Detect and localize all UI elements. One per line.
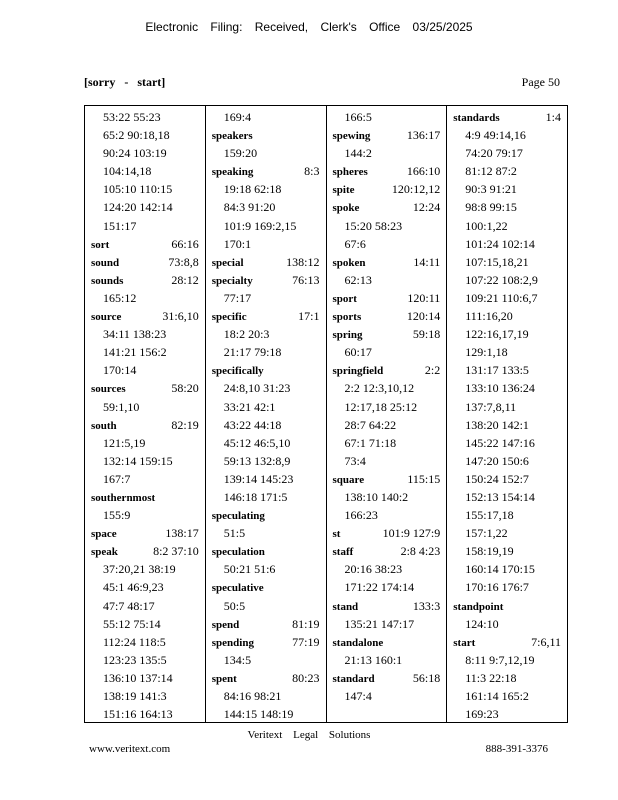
index-page-refs: 8:3 bbox=[304, 164, 320, 179]
index-entry bbox=[91, 271, 205, 289]
index-entry bbox=[212, 669, 326, 687]
index-continuation-line: 159:20 bbox=[223, 146, 258, 161]
index-continuation-line: 107:15,18,21 bbox=[465, 254, 529, 269]
index-term: special bbox=[211, 256, 244, 269]
index-entry bbox=[212, 307, 326, 325]
index-continuation-line: 131:17 133:5 bbox=[465, 363, 529, 378]
index-entry bbox=[212, 615, 326, 633]
index-entry bbox=[453, 633, 567, 651]
index-continuation-line: 45:1 46:9,23 bbox=[103, 580, 164, 595]
index-page-refs: 31:6,10 bbox=[162, 309, 199, 324]
index-term: standalone bbox=[332, 636, 384, 649]
index-column-3 bbox=[327, 106, 448, 722]
word-index-table bbox=[84, 105, 568, 723]
index-page-refs: 138:12 bbox=[286, 254, 320, 269]
index-entry bbox=[333, 198, 447, 216]
index-continuation-line: 145:22 147:16 bbox=[465, 435, 535, 450]
index-continuation-line: 12:17,18 25:12 bbox=[344, 399, 418, 414]
index-page-refs: 81:19 bbox=[292, 616, 320, 631]
index-continuation-line: 169:4 bbox=[223, 110, 252, 124]
index-term: speakers bbox=[211, 130, 253, 143]
index-continuation-line: 107:22 108:2,9 bbox=[465, 272, 538, 287]
index-term: st bbox=[332, 528, 341, 541]
index-continuation-line: 155:17,18 bbox=[465, 508, 514, 523]
index-term: spheres bbox=[332, 166, 368, 179]
index-continuation-line: 21:13 160:1 bbox=[344, 652, 403, 667]
footer-company: Veritext Legal Solutions bbox=[247, 729, 371, 741]
index-continuation-line: 141:21 156:2 bbox=[103, 345, 167, 360]
index-page-refs: 136:17 bbox=[406, 128, 441, 143]
index-term: speculative bbox=[211, 582, 264, 595]
index-page-refs: 115:15 bbox=[407, 471, 441, 486]
index-term: source bbox=[91, 311, 122, 324]
index-continuation-line: 160:14 170:15 bbox=[465, 562, 535, 577]
index-term: springfield bbox=[332, 365, 384, 378]
index-continuation-line: 98:8 99:15 bbox=[465, 200, 517, 215]
index-term: sources bbox=[91, 383, 126, 396]
index-entry bbox=[333, 307, 447, 325]
index-continuation-line: 150:24 152:7 bbox=[465, 471, 529, 486]
index-entry bbox=[212, 271, 326, 289]
index-continuation-line: 137:7,8,11 bbox=[465, 399, 517, 414]
index-continuation-line: 84:3 91:20 bbox=[223, 200, 276, 215]
index-continuation-line: 59:1,10 bbox=[103, 399, 140, 414]
index-continuation-line: 166:23 bbox=[344, 508, 378, 523]
index-term: spewing bbox=[332, 130, 371, 143]
index-page-refs: 12:24 bbox=[412, 200, 441, 215]
index-term: specific bbox=[211, 311, 247, 324]
index-continuation-line: 151:17 bbox=[103, 218, 137, 233]
index-page-refs: 66:16 bbox=[171, 236, 199, 251]
index-continuation-line: 55:12 75:14 bbox=[103, 616, 161, 631]
index-page-refs: 80:23 bbox=[292, 670, 320, 685]
index-continuation-line: 112:24 118:5 bbox=[103, 634, 166, 649]
index-page-refs: 8:2 37:10 bbox=[153, 544, 199, 559]
index-continuation-line: 100:1,22 bbox=[465, 218, 508, 233]
index-continuation-line: 171:22 174:14 bbox=[344, 580, 415, 595]
index-continuation-line: 157:1,22 bbox=[465, 526, 508, 541]
index-page-refs: 2:8 4:23 bbox=[400, 544, 441, 559]
index-continuation-line: 152:13 154:14 bbox=[465, 489, 535, 504]
index-entry bbox=[333, 597, 447, 615]
index-continuation-line: 24:8,10 31:23 bbox=[223, 381, 291, 396]
index-entry bbox=[91, 235, 205, 253]
index-column-1 bbox=[85, 106, 206, 722]
index-continuation-line: 122:16,17,19 bbox=[465, 327, 529, 342]
index-entry bbox=[212, 126, 326, 144]
index-entry bbox=[91, 542, 205, 560]
index-term: southernmost bbox=[91, 491, 156, 504]
index-continuation-line: 51:5 bbox=[223, 526, 246, 541]
index-page-refs: 166:10 bbox=[406, 164, 441, 179]
index-continuation-line: 50:5 bbox=[223, 598, 246, 613]
index-column-4 bbox=[447, 106, 567, 722]
index-continuation-line: 33:21 42:1 bbox=[223, 399, 276, 414]
index-continuation-line: 121:5,19 bbox=[103, 435, 146, 450]
index-continuation-line: 47:7 48:17 bbox=[103, 598, 155, 613]
index-page-refs: 59:18 bbox=[412, 327, 441, 342]
index-entry bbox=[91, 307, 205, 325]
index-page-refs: 73:8,8 bbox=[168, 254, 199, 269]
index-entry bbox=[333, 361, 447, 379]
index-continuation-line: 138:10 140:2 bbox=[344, 489, 409, 504]
index-term: space bbox=[91, 528, 117, 541]
index-continuation-line: 158:19,19 bbox=[465, 544, 514, 559]
index-entry bbox=[212, 253, 326, 271]
index-continuation-line: 124:10 bbox=[465, 616, 499, 631]
index-entry bbox=[453, 597, 567, 615]
index-entry bbox=[333, 126, 447, 144]
index-continuation-line: 21:17 79:18 bbox=[223, 345, 282, 360]
index-entry bbox=[333, 162, 447, 180]
index-page-refs: 120:14 bbox=[406, 309, 441, 324]
index-term: sound bbox=[91, 256, 120, 269]
index-continuation-line: 144:15 148:19 bbox=[223, 707, 294, 722]
index-page-refs: 2:2 bbox=[424, 363, 441, 378]
index-page-refs: 17:1 bbox=[298, 309, 320, 324]
index-entry bbox=[212, 506, 326, 524]
index-continuation-line: 134:5 bbox=[223, 652, 252, 667]
index-continuation-line: 73:4 bbox=[344, 453, 366, 468]
index-term: sport bbox=[332, 292, 357, 305]
index-entry bbox=[453, 108, 567, 126]
index-page-refs: 120:11 bbox=[407, 290, 441, 305]
index-page-refs: 14:11 bbox=[413, 254, 441, 269]
index-page-refs: 1:4 bbox=[545, 110, 561, 124]
index-continuation-line: 67:6 bbox=[344, 236, 366, 251]
index-continuation-line: 81:12 87:2 bbox=[465, 164, 517, 179]
index-continuation-line: 60:17 bbox=[344, 345, 372, 360]
index-entry bbox=[333, 470, 447, 488]
index-page-refs: 82:19 bbox=[171, 417, 199, 432]
index-term: standards bbox=[453, 112, 500, 124]
index-page-refs: 138:17 bbox=[165, 526, 199, 541]
index-continuation-line: 43:22 44:18 bbox=[223, 417, 282, 432]
index-continuation-line: 2:2 12:3,10,12 bbox=[344, 381, 415, 396]
index-continuation-line: 104:14,18 bbox=[103, 164, 152, 179]
footer-phone: 888-391-3376 bbox=[485, 743, 548, 755]
index-continuation-line: 45:12 46:5,10 bbox=[223, 435, 291, 450]
index-term: specifically bbox=[211, 365, 264, 378]
index-continuation-line: 161:14 165:2 bbox=[465, 689, 529, 703]
index-continuation-line: 59:13 132:8,9 bbox=[223, 453, 291, 468]
index-continuation-line: 147:20 150:6 bbox=[465, 453, 529, 468]
filing-stamp: Electronic Filing: Received, Clerk's Office 03/25/2025 bbox=[145, 20, 473, 34]
index-continuation-line: 34:11 138:23 bbox=[103, 327, 167, 342]
index-term: spite bbox=[332, 184, 355, 197]
index-term: square bbox=[332, 473, 365, 486]
index-continuation-line: 15:20 58:23 bbox=[344, 218, 403, 233]
index-term: spend bbox=[211, 618, 240, 631]
index-page-refs: 133:3 bbox=[412, 598, 441, 613]
footer-website: www.veritext.com bbox=[89, 743, 171, 755]
index-continuation-line: 101:24 102:14 bbox=[465, 236, 535, 251]
page-number: Page 50 bbox=[521, 75, 560, 89]
index-continuation-line: 136:10 137:14 bbox=[103, 670, 173, 685]
index-continuation-line: 74:20 79:17 bbox=[465, 146, 523, 161]
index-continuation-line: 11:3 22:18 bbox=[465, 670, 517, 685]
index-term: stand bbox=[332, 600, 359, 613]
index-entry bbox=[212, 578, 326, 596]
index-continuation-line: 105:10 110:15 bbox=[103, 182, 173, 197]
index-continuation-line: 109:21 110:6,7 bbox=[465, 290, 538, 305]
index-continuation-line: 19:18 62:18 bbox=[223, 182, 282, 197]
index-term: spring bbox=[332, 329, 363, 342]
index-continuation-line: 4:9 49:14,16 bbox=[465, 128, 526, 143]
index-term: spent bbox=[211, 672, 237, 685]
index-entry bbox=[212, 361, 326, 379]
index-continuation-line: 124:20 142:14 bbox=[103, 200, 173, 215]
index-entry bbox=[91, 488, 205, 506]
index-term: sports bbox=[332, 311, 362, 324]
index-term: spoken bbox=[332, 256, 366, 269]
index-continuation-line: 144:2 bbox=[344, 146, 372, 161]
index-continuation-line: 169:23 bbox=[465, 707, 499, 722]
index-continuation-line: 129:1,18 bbox=[465, 345, 508, 360]
index-continuation-line: 111:16,20 bbox=[465, 309, 513, 324]
index-entry bbox=[333, 180, 447, 198]
index-term: speaking bbox=[211, 166, 254, 179]
index-continuation-line: 53:22 55:23 bbox=[103, 110, 161, 124]
index-entry bbox=[91, 379, 205, 397]
index-continuation-line: 90:24 103:19 bbox=[103, 146, 167, 161]
index-page-refs: 28:12 bbox=[171, 272, 199, 287]
index-continuation-line: 167:7 bbox=[103, 471, 131, 486]
index-continuation-line: 67:1 71:18 bbox=[344, 435, 397, 450]
index-entry bbox=[333, 633, 447, 651]
index-term: standpoint bbox=[453, 600, 504, 613]
index-page-refs: 101:9 127:9 bbox=[382, 526, 441, 541]
index-continuation-line: 165:12 bbox=[103, 290, 137, 305]
index-range: [sorry - start] bbox=[84, 75, 166, 89]
index-continuation-line: 170:1 bbox=[223, 236, 252, 251]
index-page-refs: 77:19 bbox=[292, 634, 320, 649]
index-continuation-line: 65:2 90:18,18 bbox=[103, 128, 170, 143]
index-entry bbox=[333, 325, 447, 343]
index-term: speak bbox=[91, 546, 118, 559]
index-page-refs: 58:20 bbox=[171, 381, 199, 396]
index-continuation-line: 90:3 91:21 bbox=[465, 182, 517, 197]
index-continuation-line: 146:18 171:5 bbox=[223, 489, 288, 504]
index-entry bbox=[91, 253, 205, 271]
index-continuation-line: 138:20 142:1 bbox=[465, 417, 529, 432]
index-term: speculation bbox=[211, 546, 265, 559]
index-continuation-line: 147:4 bbox=[344, 689, 372, 703]
index-continuation-line: 8:11 9:7,12,19 bbox=[465, 652, 535, 667]
index-continuation-line: 166:5 bbox=[344, 110, 372, 124]
index-continuation-line: 62:13 bbox=[344, 272, 372, 287]
index-continuation-line: 20:16 38:23 bbox=[344, 562, 403, 577]
index-continuation-line: 151:16 164:13 bbox=[103, 707, 173, 722]
index-entry bbox=[333, 289, 447, 307]
index-entry bbox=[333, 524, 447, 542]
index-continuation-line: 123:23 135:5 bbox=[103, 652, 167, 667]
index-term: specialty bbox=[211, 274, 253, 287]
index-entry bbox=[91, 416, 205, 434]
index-continuation-line: 138:19 141:3 bbox=[103, 689, 167, 703]
index-page-refs: 7:6,11 bbox=[531, 634, 561, 649]
index-term: speculating bbox=[211, 510, 265, 523]
index-term: sort bbox=[91, 238, 110, 251]
index-term: sounds bbox=[91, 274, 124, 287]
index-continuation-line: 28:7 64:22 bbox=[344, 417, 397, 432]
index-continuation-line: 84:16 98:21 bbox=[223, 689, 282, 703]
index-page-refs: 120:12,12 bbox=[391, 182, 441, 197]
index-continuation-line: 170:14 bbox=[103, 363, 137, 378]
index-term: spoke bbox=[332, 202, 360, 215]
index-continuation-line: 135:21 147:17 bbox=[344, 616, 415, 631]
index-term: standard bbox=[332, 672, 375, 685]
index-continuation-line: 101:9 169:2,15 bbox=[223, 218, 297, 233]
index-continuation-line: 133:10 136:24 bbox=[465, 381, 535, 396]
index-continuation-line: 37:20,21 38:19 bbox=[103, 562, 176, 577]
index-term: staff bbox=[332, 546, 354, 559]
index-entry bbox=[333, 669, 447, 687]
index-entry bbox=[212, 162, 326, 180]
index-continuation-line: 132:14 159:15 bbox=[103, 453, 173, 468]
index-entry bbox=[212, 542, 326, 560]
index-continuation-line: 139:14 145:23 bbox=[223, 471, 294, 486]
index-column-2 bbox=[206, 106, 327, 722]
index-entry bbox=[333, 253, 447, 271]
index-page-refs: 56:18 bbox=[412, 670, 441, 685]
index-term: spending bbox=[211, 636, 254, 649]
index-continuation-line: 77:17 bbox=[223, 290, 252, 305]
index-continuation-line: 155:9 bbox=[103, 508, 131, 523]
index-term: south bbox=[91, 419, 117, 432]
index-page-refs: 76:13 bbox=[292, 272, 320, 287]
index-continuation-line: 170:16 176:7 bbox=[465, 580, 529, 595]
index-entry bbox=[333, 542, 447, 560]
index-entry bbox=[212, 633, 326, 651]
index-continuation-line: 50:21 51:6 bbox=[223, 562, 276, 577]
index-entry bbox=[91, 524, 205, 542]
index-term: start bbox=[453, 636, 476, 649]
index-continuation-line: 18:2 20:3 bbox=[223, 327, 270, 342]
